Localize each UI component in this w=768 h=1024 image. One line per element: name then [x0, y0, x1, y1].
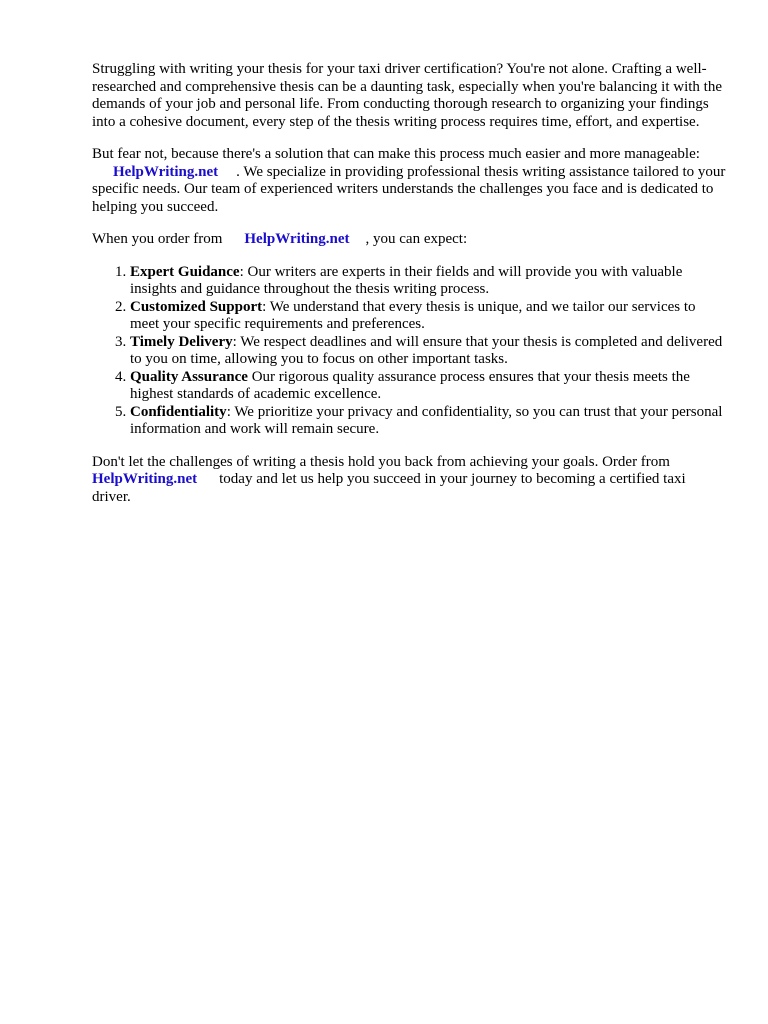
list-item — [130, 264, 728, 299]
benefit-title: Confidentiality — [130, 403, 227, 420]
expect-paragraph — [92, 231, 728, 249]
list-item — [130, 299, 728, 334]
solution-paragraph — [92, 146, 728, 216]
intro-paragraph: Struggling with writing your thesis for your taxi driver certification? You're not alone. Crafting a well-researched and comprehensive thesis can be a daunting task, especially when you're balancing it with the demands of your job and personal life. From conducting thorough research to organizing your findings into a cohesive document, every step of the thesis writing process requires time, effort, and expertise. — [92, 61, 722, 130]
list-item — [130, 369, 728, 404]
list-item — [130, 334, 728, 369]
benefit-text: : We prioritize your privacy and confidentiality, so you can trust that your personal information and work will remain secure. — [130, 403, 723, 437]
benefit-text: : We understand that every thesis is unique, and we tailor our services to meet your specific requirements and preferences. — [130, 298, 696, 332]
helpwriting-link-1[interactable]: HelpWriting.net — [113, 163, 219, 180]
closing-text-before: Don't let the challenges of writing a thesis hold you back from achieving your goals. Order from — [92, 453, 670, 470]
solution-text-before: But fear not, because there's a solution that can make this process much easier and more manageable: — [92, 146, 700, 162]
benefit-text: : Our writers are experts in their fields and will provide you with valuable insights and guidance throughout the thesis writing process. — [130, 263, 683, 297]
benefit-text: : We respect deadlines and will ensure that your thesis is completed and delivered to you on time, allowing you to focus on other important tasks. — [130, 333, 723, 367]
document-page — [92, 61, 728, 521]
helpwriting-link-2[interactable]: HelpWriting.net — [244, 231, 350, 247]
expect-text-before: When you order from — [92, 231, 223, 247]
closing-text-after: today and let us help you succeed in your journey to becoming a certified taxi driver. — [92, 471, 686, 505]
benefit-text: Our rigorous quality assurance process ensures that your thesis meets the highest standards of academic excellence. — [130, 368, 690, 402]
benefit-title: Quality Assurance — [130, 368, 248, 385]
solution-text-after: . We specialize in providing professional thesis writing assistance tailored to your specific needs. Our team of experienced writers understands the challenges you face and is dedicated to helping you succeed. — [92, 163, 726, 215]
benefit-title: Expert Guidance — [130, 263, 240, 280]
helpwriting-link-3[interactable]: HelpWriting.net — [92, 471, 198, 487]
benefits-list — [92, 264, 728, 439]
benefit-title: Customized Support — [130, 298, 263, 315]
benefit-title: Timely Delivery — [130, 333, 233, 350]
expect-text-after: , you can expect: — [365, 231, 468, 247]
list-item — [130, 404, 728, 439]
closing-paragraph — [92, 454, 728, 507]
